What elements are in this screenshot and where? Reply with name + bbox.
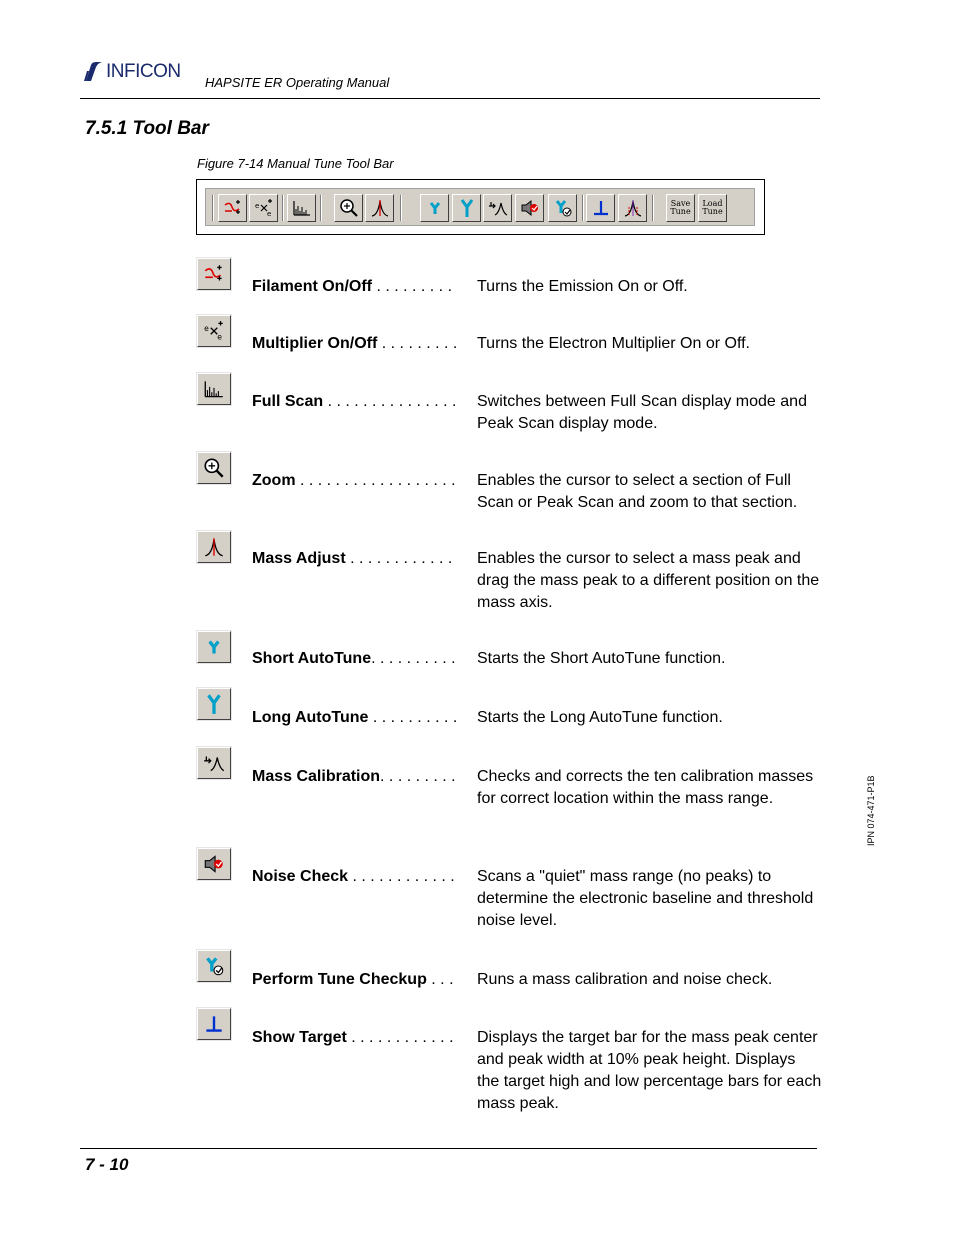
multiplier-icon-box — [197, 315, 231, 347]
mass-calibration-icon — [202, 751, 226, 775]
zoom-icon — [202, 456, 226, 480]
multiplier-icon — [202, 319, 226, 343]
svg-text:e: e — [217, 332, 222, 342]
zoom-button[interactable] — [334, 194, 363, 222]
save-tune-button[interactable] — [666, 194, 695, 222]
filament-icon — [222, 197, 244, 219]
inficon-logo-mark-icon — [82, 61, 104, 83]
long-autotune-icon — [456, 197, 478, 219]
zoom-icon-box — [197, 452, 231, 484]
toolbar-separator — [282, 195, 284, 221]
entry-desc-long-autotune: Starts the Long AutoTune function. — [477, 709, 723, 726]
noise-check-icon — [519, 197, 541, 219]
mass-calibration-icon — [487, 197, 509, 219]
entry-desc-perform-tune-checkup: Runs a mass calibration and noise check. — [477, 971, 773, 988]
entry-name-perform-tune-checkup: Perform Tune Checkup . . . — [252, 971, 454, 988]
multiplier-icon — [253, 197, 275, 219]
svg-text:e: e — [266, 210, 271, 218]
multiplier-button[interactable] — [249, 194, 278, 222]
show-target-button[interactable] — [586, 194, 615, 222]
short-autotune-icon-box — [197, 631, 231, 663]
long-autotune-icon — [202, 692, 226, 716]
filament-button[interactable] — [218, 194, 247, 222]
section-title: 7.5.1 Tool Bar — [85, 118, 209, 139]
entry-desc-mass-calibration: Checks and corrects the ten calibration masses for correct location within the mass range. — [477, 768, 814, 807]
save-tune-icon: Save Tune — [670, 199, 691, 216]
show-target-icon-box — [197, 1008, 231, 1040]
entry-name-multiplier: Multiplier On/Off . . . . . . . . . — [252, 335, 458, 352]
peak-width-button[interactable] — [618, 194, 647, 222]
peak-width-icon — [622, 197, 644, 219]
perform-tune-checkup-icon — [552, 197, 574, 219]
filament-icon — [202, 262, 226, 286]
entry-name-show-target: Show Target . . . . . . . . . . . . — [252, 1029, 454, 1046]
perform-tune-checkup-icon-box — [197, 950, 231, 982]
full-scan-icon-box — [197, 373, 231, 405]
full-scan-icon — [291, 197, 313, 219]
toolbar-separator — [212, 195, 214, 221]
entry-desc-multiplier: Turns the Electron Multiplier On or Off. — [477, 335, 750, 352]
entry-name-short-autotune: Short AutoTune. . . . . . . . . . — [252, 650, 456, 667]
load-tune-button[interactable] — [698, 194, 727, 222]
toolbar-separator — [400, 195, 402, 221]
short-autotune-icon — [202, 635, 226, 659]
mass-adjust-icon — [202, 535, 226, 559]
entry-desc-full-scan: Switches between Full Scan display mode and Peak Scan display mode. — [477, 393, 807, 432]
show-target-icon — [202, 1012, 226, 1036]
toolbar-separator — [652, 195, 654, 221]
filament-icon-box — [197, 258, 231, 290]
manual-title: HAPSITE ER Operating Manual — [205, 75, 390, 90]
entry-desc-noise-check: Scans a "quiet" mass range (no peaks) to determine the electronic baseline and threshold noise level. — [477, 868, 814, 929]
toolbar-separator — [320, 195, 322, 221]
short-autotune-button[interactable] — [420, 194, 449, 222]
full-scan-button[interactable] — [287, 194, 316, 222]
entry-name-full-scan: Full Scan . . . . . . . . . . . . . . . — [252, 393, 457, 410]
noise-check-button[interactable] — [515, 194, 544, 222]
mass-adjust-icon — [369, 197, 391, 219]
perform-tune-checkup-icon — [202, 954, 226, 978]
load-tune-icon: Load Tune — [702, 199, 723, 216]
toolbar-figure — [196, 179, 765, 235]
entry-desc-mass-adjust: Enables the cursor to select a mass peak and drag the mass peak to a different position on the mass axis. — [477, 550, 820, 611]
zoom-icon — [338, 197, 360, 219]
document-id: IPN 074-471-P1B — [866, 775, 876, 846]
noise-check-icon-box — [197, 848, 231, 880]
logo-text: INFICON — [106, 61, 181, 82]
mass-calibration-icon-box — [197, 747, 231, 779]
svg-text:e: e — [254, 202, 259, 210]
long-autotune-icon-box — [197, 688, 231, 720]
full-scan-icon — [202, 377, 226, 401]
entry-name-mass-calibration: Mass Calibration. . . . . . . . . — [252, 768, 456, 785]
entry-desc-filament: Turns the Emission On or Off. — [477, 278, 688, 295]
noise-check-icon — [202, 852, 226, 876]
manual-tune-toolbar — [205, 188, 755, 226]
entry-name-zoom: Zoom . . . . . . . . . . . . . . . . . . — [252, 472, 456, 489]
perform-tune-checkup-button[interactable] — [548, 194, 577, 222]
inficon-logo — [82, 60, 181, 84]
mass-adjust-button[interactable] — [365, 194, 394, 222]
figure-caption: Figure 7-14 Manual Tune Tool Bar — [197, 156, 394, 171]
page-number: 7 - 10 — [85, 1155, 129, 1174]
show-target-icon — [590, 197, 612, 219]
mass-calibration-button[interactable] — [483, 194, 512, 222]
entry-desc-short-autotune: Starts the Short AutoTune function. — [477, 650, 726, 667]
entry-name-mass-adjust: Mass Adjust . . . . . . . . . . . . — [252, 550, 453, 567]
footer-rule — [80, 1148, 817, 1149]
entry-desc-show-target: Displays the target bar for the mass peak center and peak width at 10% peak height. Displays the target high and low percentage bars for each mass peak. — [477, 1029, 822, 1112]
header-rule — [80, 98, 820, 99]
entry-name-noise-check: Noise Check . . . . . . . . . . . . — [252, 868, 455, 885]
entry-desc-zoom: Enables the cursor to select a section of Full Scan or Peak Scan and zoom to that section. — [477, 472, 798, 511]
mass-adjust-icon-box — [197, 531, 231, 563]
svg-text:e: e — [204, 324, 209, 333]
long-autotune-button[interactable] — [452, 194, 481, 222]
entry-name-filament: Filament On/Off . . . . . . . . . — [252, 278, 453, 295]
entry-name-long-autotune: Long AutoTune . . . . . . . . . . — [252, 709, 458, 726]
short-autotune-icon — [424, 197, 446, 219]
toolbar-separator — [582, 195, 584, 221]
